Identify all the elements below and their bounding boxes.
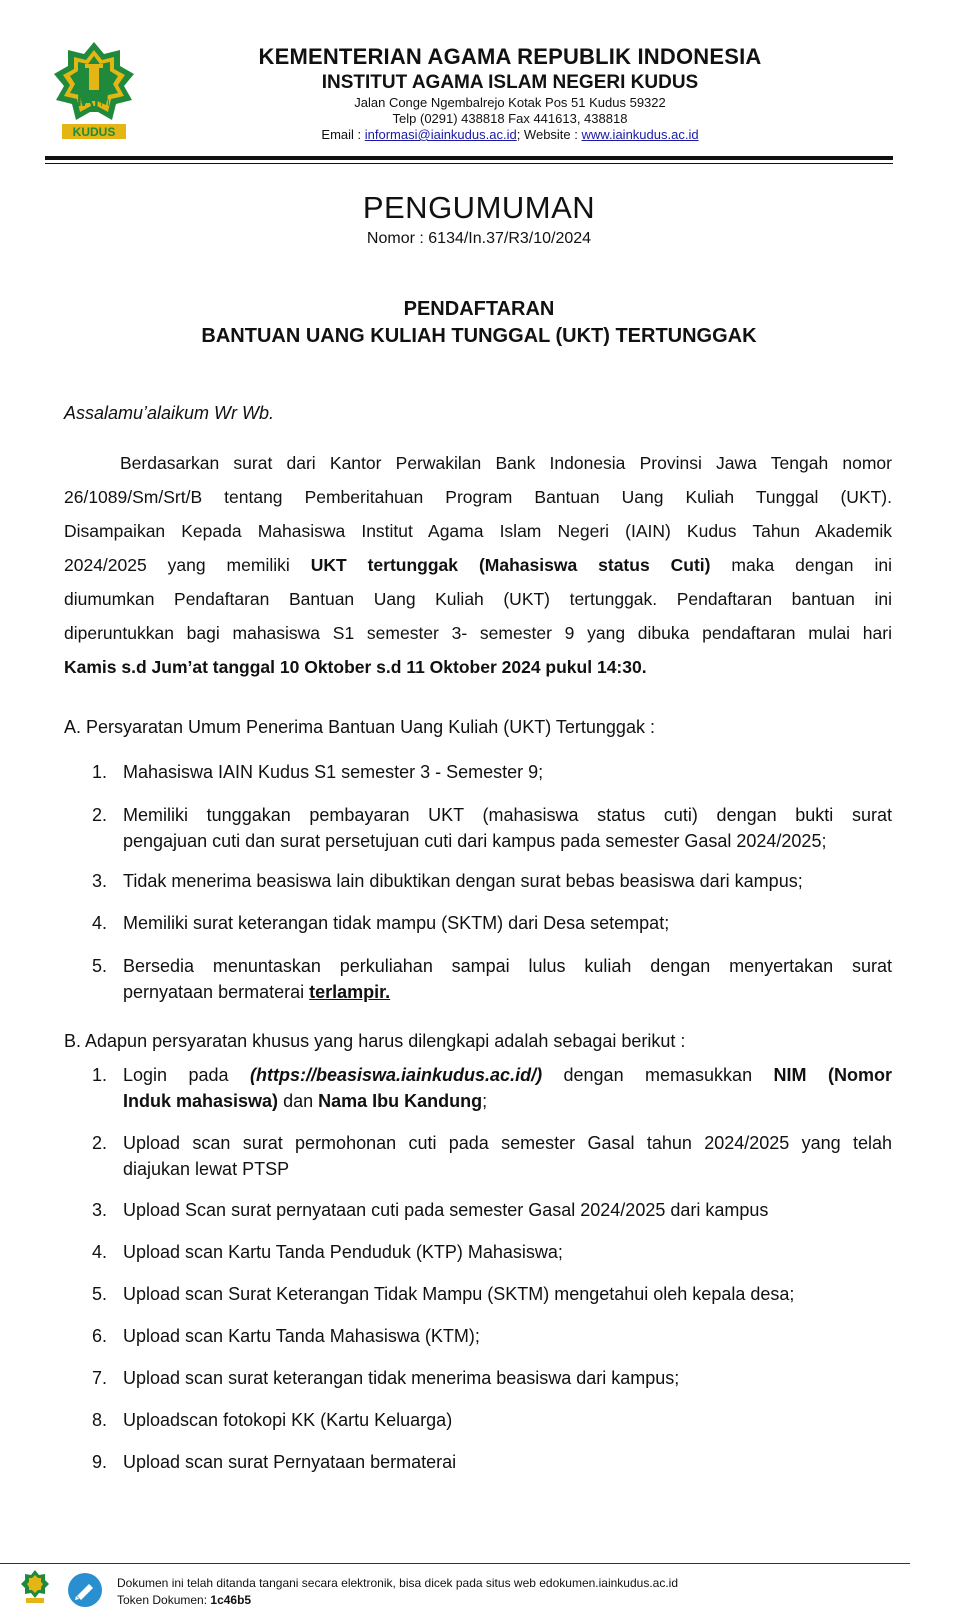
svg-text:IAI∩: IAI∩	[77, 91, 111, 110]
list-text: Upload scan Kartu Tanda Mahasiswa (KTM);	[123, 1326, 480, 1346]
list-text	[123, 953, 892, 1005]
section-a-heading: A. Persyaratan Umum Penerima Bantuan Uang Kuliah (UKT) Tertunggak :	[64, 717, 655, 737]
list-item	[92, 953, 892, 1005]
iain-kudus-logo	[48, 40, 140, 144]
list-item	[92, 1281, 892, 1307]
token-value: 1c46b5	[210, 1593, 252, 1607]
list-number: 3.	[92, 871, 108, 891]
e-signature-note: Dokumen ini telah ditanda tangani secara elektronik, bisa dicek pada situs web edokumen.iainkudus.ac.id	[117, 1576, 679, 1590]
list-text	[123, 802, 892, 854]
list-number: 5.	[92, 956, 108, 976]
list-text: Memiliki surat keterangan tidak mampu (SKTM) dari Desa setempat;	[123, 913, 670, 933]
list-number: 6.	[92, 1326, 108, 1346]
paragraph-line: diumumkan Pendaftaran Bantuan Uang Kuliah (UKT) tertunggak. Pendaftaran bantuan ini	[64, 589, 892, 609]
announcement-number: Nomor : 6134/In.37/R3/10/2024	[366, 230, 592, 247]
intro-paragraph	[64, 446, 892, 684]
list-bold-part: Nama Ibu Kandung	[318, 1091, 483, 1111]
list-text-part: dan	[278, 1091, 319, 1111]
e-signature-badge-icon	[67, 1572, 103, 1608]
greeting: Assalamu’alaikum Wr Wb.	[64, 403, 275, 423]
list-text-part: Login pada	[123, 1065, 250, 1085]
svg-text:KUDUS: KUDUS	[72, 125, 116, 139]
ministry-name: KEMENTERIAN AGAMA REPUBLIK INDONESIA	[258, 44, 762, 69]
list-bold-part: NIM (Nomor	[773, 1065, 892, 1085]
list-number: 9.	[92, 1452, 108, 1472]
list-text: Tidak menerima beasiswa lain dibuktikan dengan surat bebas beasiswa dari kampus;	[123, 871, 803, 891]
list-text: Upload scan surat keterangan tidak menerima beasiswa dari kampus;	[123, 1368, 680, 1388]
list-text-line	[123, 979, 892, 1005]
institute-address: Jalan Conge Ngembalrejo Kotak Pos 51 Kudus 59322	[354, 95, 666, 110]
list-text: Upload scan surat Pernyataan bermaterai	[123, 1452, 457, 1472]
footer-iain-logo-icon	[20, 1569, 50, 1603]
list-text	[123, 1130, 892, 1182]
list-item	[92, 759, 892, 785]
paragraph-text: maka dengan ini	[710, 555, 892, 575]
list-number: 2.	[92, 1133, 108, 1153]
paragraph-line: Berdasarkan surat dari Kantor Perwakilan Bank Indonesia Provinsi Jawa Tengah nomor	[120, 453, 892, 473]
document-token	[117, 1593, 251, 1607]
list-item	[92, 910, 892, 936]
letterhead-rule-thick	[45, 156, 893, 160]
list-number: 4.	[92, 1242, 108, 1262]
list-text-line: Bersedia menuntaskan perkuliahan sampai lulus kuliah dengan menyertakan surat	[123, 956, 892, 976]
institute-name: INSTITUT AGAMA ISLAM NEGERI KUDUS	[321, 72, 699, 93]
list-text: Upload Scan surat pernyataan cuti pada semester Gasal 2024/2025 dari kampus	[123, 1200, 769, 1220]
announcement-subtitle-1: PENDAFTARAN	[403, 298, 555, 320]
section-b-heading: B. Adapun persyaratan khusus yang harus dilengkapi adalah sebagai berikut :	[64, 1031, 686, 1051]
website-link[interactable]: www.iainkudus.ac.id	[581, 127, 699, 142]
list-number: 5.	[92, 1284, 108, 1304]
list-bold-part: Induk mahasiswa)	[123, 1091, 279, 1111]
list-text	[123, 1062, 892, 1114]
paragraph-bold-text: UKT tertunggak (Mahasiswa status Cuti)	[310, 555, 711, 575]
announcement-subtitle-2: BANTUAN UANG KULIAH TUNGGAL (UKT) TERTUNGGAK	[201, 325, 757, 347]
list-number: 3.	[92, 1200, 108, 1220]
letterhead-rule-thin	[45, 163, 893, 164]
list-item	[92, 1449, 892, 1475]
email-link[interactable]: informasi@iainkudus.ac.id	[364, 127, 517, 142]
list-item	[92, 1062, 892, 1114]
list-text-line: Memiliki tunggakan pembayaran UKT (mahasiswa status cuti) dengan bukti surat	[123, 805, 892, 825]
list-item	[92, 1130, 892, 1182]
list-text: Uploadscan fotokopi KK (Kartu Keluarga)	[123, 1410, 453, 1430]
attachment-reference: terlampir.	[309, 982, 391, 1002]
list-item	[92, 1239, 892, 1265]
paragraph-line	[64, 548, 892, 582]
announcement-title: PENGUMUMAN	[362, 190, 596, 225]
footer-rule	[0, 1563, 910, 1564]
list-number: 8.	[92, 1410, 108, 1430]
list-item	[92, 868, 892, 894]
list-item	[92, 1407, 892, 1433]
institute-contact	[150, 127, 870, 142]
list-item	[92, 1365, 892, 1391]
list-text: Upload scan Kartu Tanda Penduduk (KTP) Mahasiswa;	[123, 1242, 563, 1262]
website-label: ; Website :	[516, 127, 582, 142]
list-text-line: Upload scan surat permohonan cuti pada semester Gasal tahun 2024/2025 yang telah	[123, 1133, 892, 1153]
list-item	[92, 802, 892, 854]
list-text-part: pernyataan bermaterai	[123, 982, 310, 1002]
list-item	[92, 1197, 892, 1223]
registration-dates: Kamis s.d Jum’at tanggal 10 Oktober s.d 11 Oktober 2024 pukul 14:30.	[64, 657, 647, 677]
paragraph-text: 2024/2025 yang memiliki	[64, 555, 311, 575]
email-label: Email :	[321, 127, 365, 142]
list-number: 1.	[92, 1065, 108, 1085]
list-text-part: dengan memasukkan	[542, 1065, 774, 1085]
token-label: Token Dokumen:	[117, 1593, 211, 1607]
list-number: 4.	[92, 913, 108, 933]
list-number: 2.	[92, 805, 108, 825]
list-item	[92, 1323, 892, 1349]
scholarship-portal-url[interactable]: (https://beasiswa.iainkudus.ac.id/)	[250, 1065, 543, 1085]
list-number: 7.	[92, 1368, 108, 1388]
list-text-line	[123, 1088, 892, 1114]
list-text-line: pengajuan cuti dan surat persetujuan cuti dari kampus pada semester Gasal 2024/2025;	[123, 831, 827, 851]
logo-star-icon	[54, 42, 134, 120]
list-text-line	[123, 1062, 892, 1088]
list-text-part: ;	[482, 1091, 488, 1111]
list-number: 1.	[92, 762, 108, 782]
paragraph-line: 26/1089/Sm/Srt/B tentang Pemberitahuan Program Bantuan Uang Kuliah Tunggal (UKT).	[64, 487, 892, 507]
paragraph-line: Disampaikan Kepada Mahasiswa Institut Agama Islam Negeri (IAIN) Kudus Tahun Akademik	[64, 521, 892, 541]
list-text: Mahasiswa IAIN Kudus S1 semester 3 - Semester 9;	[123, 762, 544, 782]
list-text: Upload scan Surat Keterangan Tidak Mampu (SKTM) mengetahui oleh kepala desa;	[123, 1284, 795, 1304]
institute-phone: Telp (0291) 438818 Fax 441613, 438818	[392, 111, 628, 126]
paragraph-line: diperuntukkan bagi mahasiswa S1 semester 3- semester 9 yang dibuka pendaftaran mulai hari	[64, 623, 892, 643]
list-text-line: diajukan lewat PTSP	[123, 1159, 290, 1179]
